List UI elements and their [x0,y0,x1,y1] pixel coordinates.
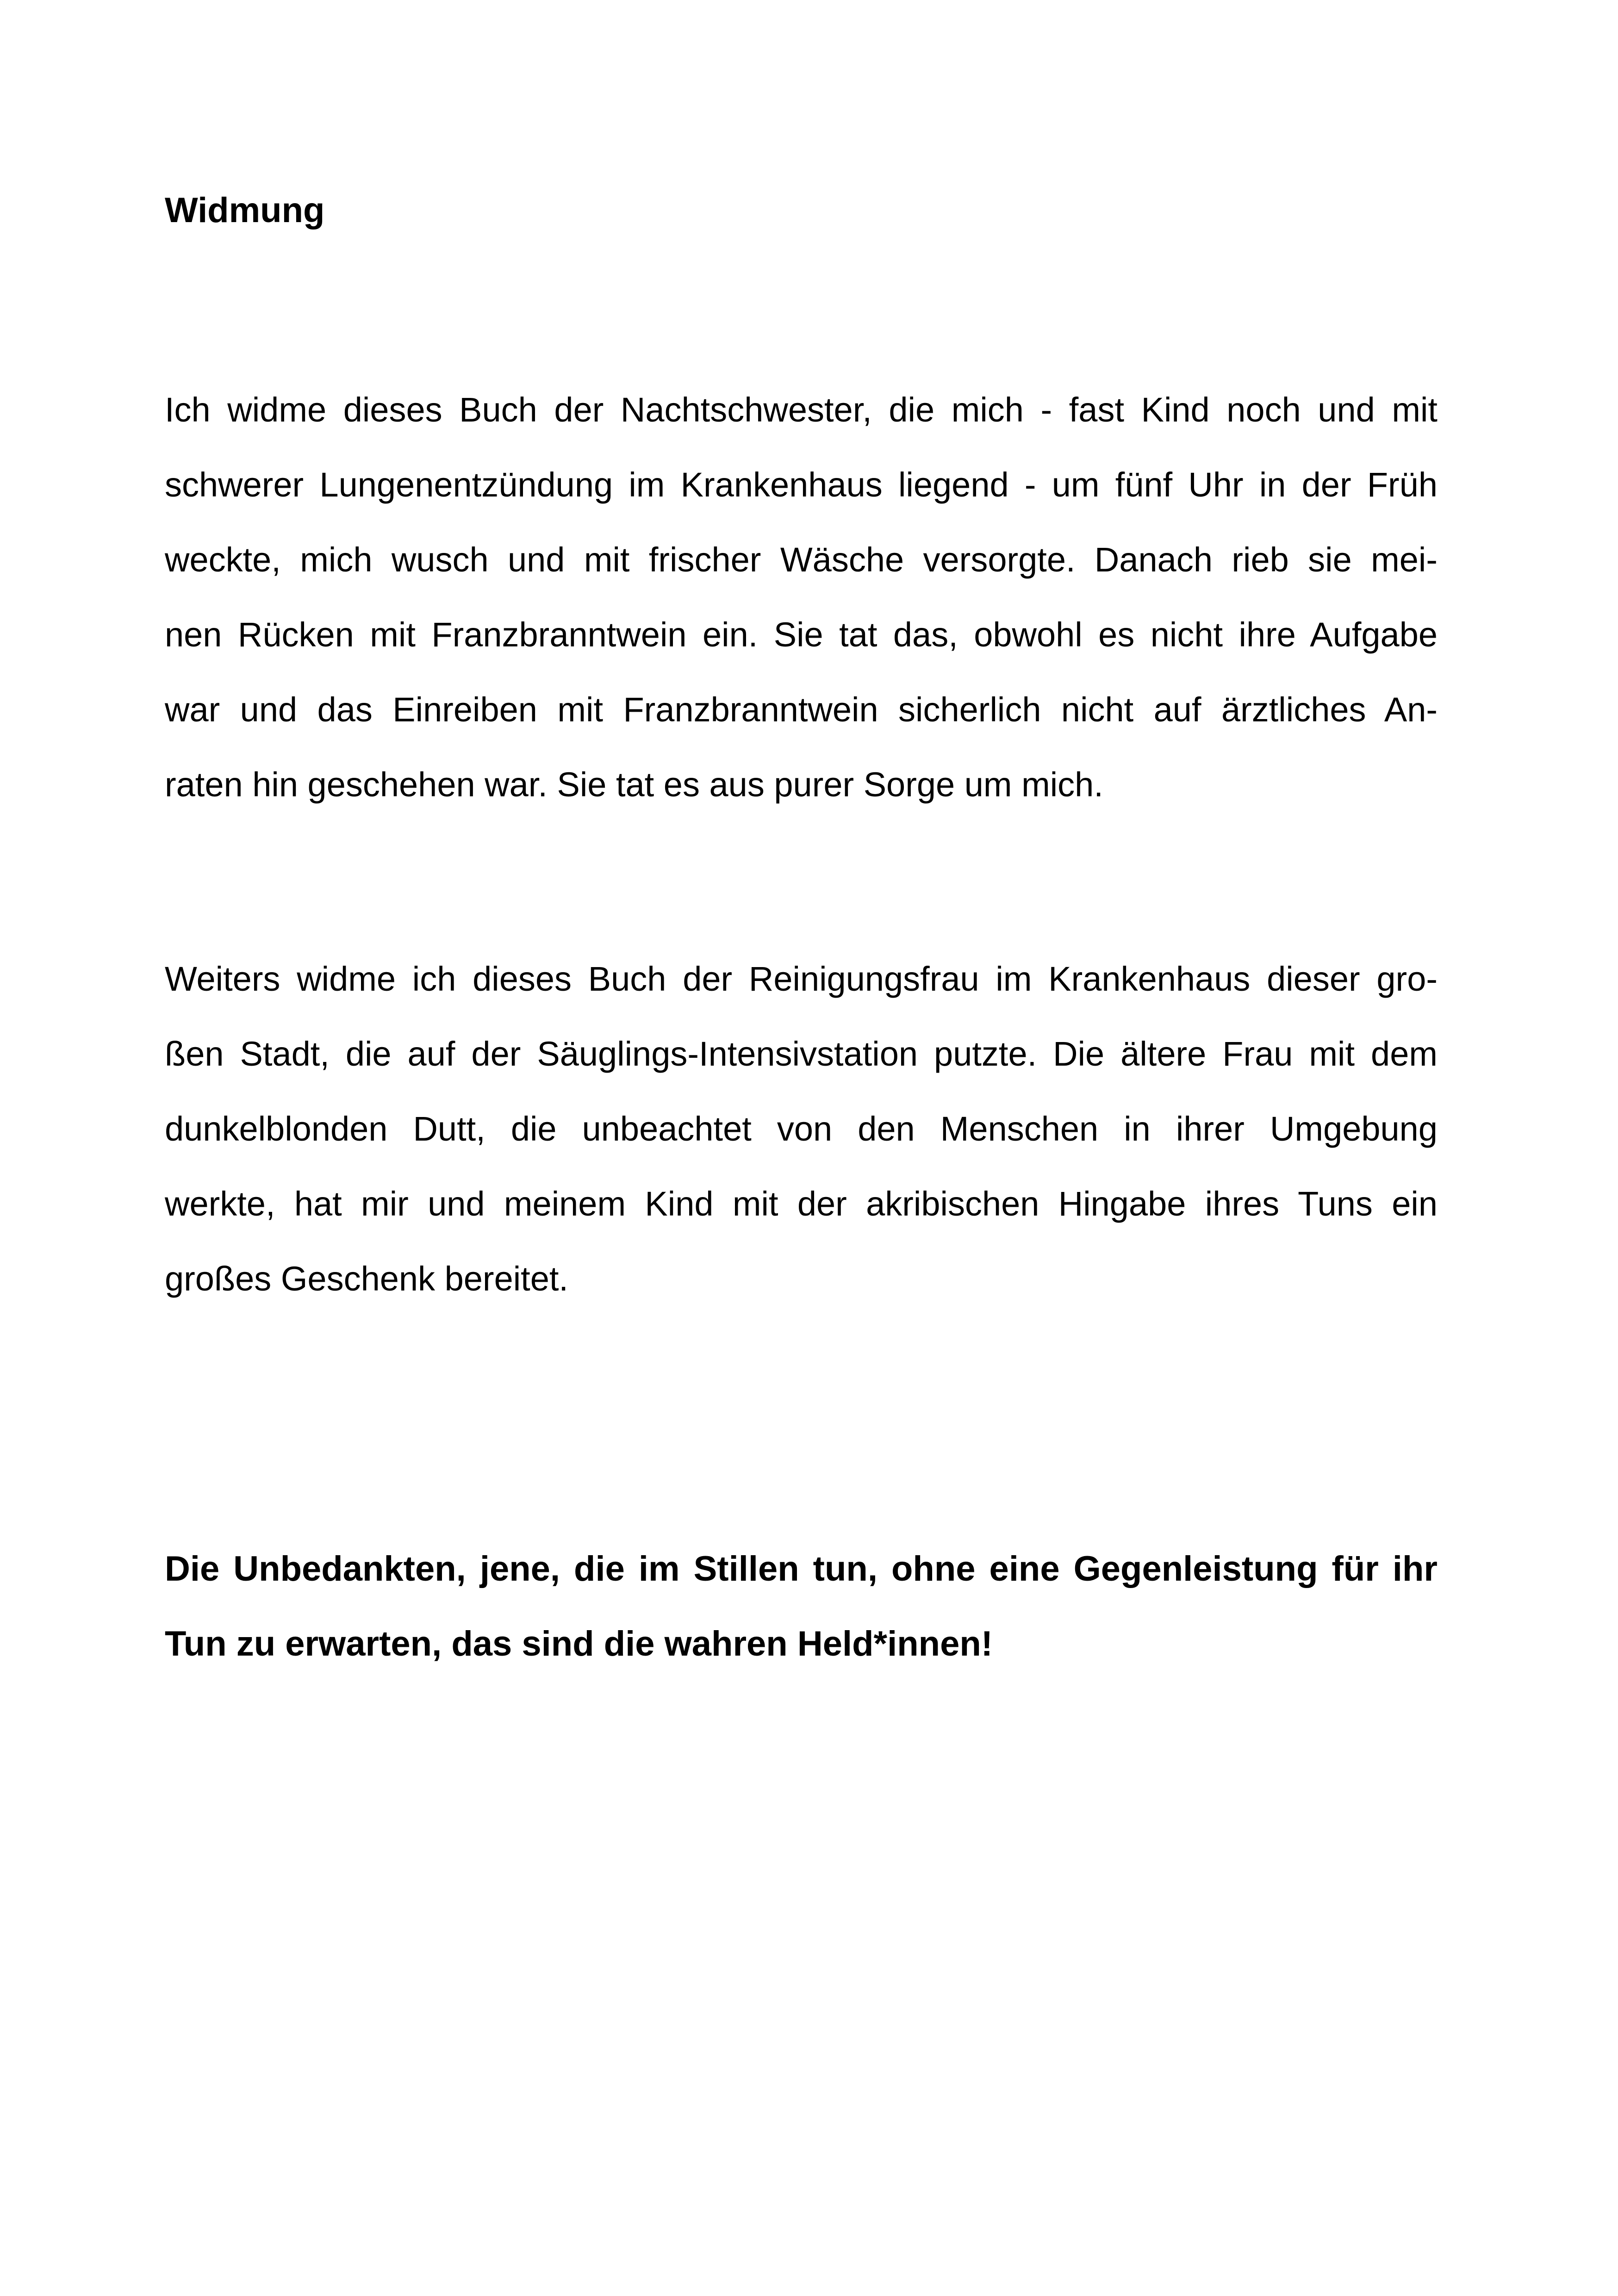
dedication-paragraph-2 [165,942,1438,1316]
paragraph-line: Ich widme dieses Buch der Nachtschwester, die mich - fast Kind noch und mit [165,391,1438,429]
paragraph-line: werkte, hat mir und meinem Kind mit der akribischen Hingabe ihres Tuns ein [165,1185,1438,1223]
paragraph-line: ßen Stadt, die auf der Säuglings-Intensivstation putzte. Die ältere Frau mit dem [165,1035,1438,1073]
paragraph-line: Weiters widme ich dieses Buch der Reinigungsfrau im Krankenhaus dieser gro- [165,960,1438,998]
paragraph-line: dunkelblonden Dutt, die unbeachtet von den Menschen in ihrer Umgebung [165,1110,1438,1148]
closing-line: Tun zu erwarten, das sind die wahren Held*innen! [165,1624,993,1663]
paragraph-line: war und das Einreiben mit Franzbranntwein sicherlich nicht auf ärztliches An- [165,690,1438,729]
paragraph-line: großes Geschenk bereitet. [165,1260,568,1298]
paragraph-line: schwerer Lungenentzündung im Krankenhaus liegend - um fünf Uhr in der Früh [165,465,1438,504]
dedication-paragraph-1 [165,372,1438,822]
paragraph-line: nen Rücken mit Franzbranntwein ein. Sie tat das, obwohl es nicht ihre Aufgabe [165,615,1438,654]
closing-line: Die Unbedankten, jene, die im Stillen tun, ohne eine Gegenleistung für ihr [165,1549,1438,1589]
paragraph-line: raten hin geschehen war. Sie tat es aus purer Sorge um mich. [165,765,1103,804]
closing-statement [165,1532,1438,1682]
paragraph-line: weckte, mich wusch und mit frischer Wäsche versorgte. Danach rieb sie mei- [165,540,1438,579]
page-title: Widmung [165,191,325,230]
